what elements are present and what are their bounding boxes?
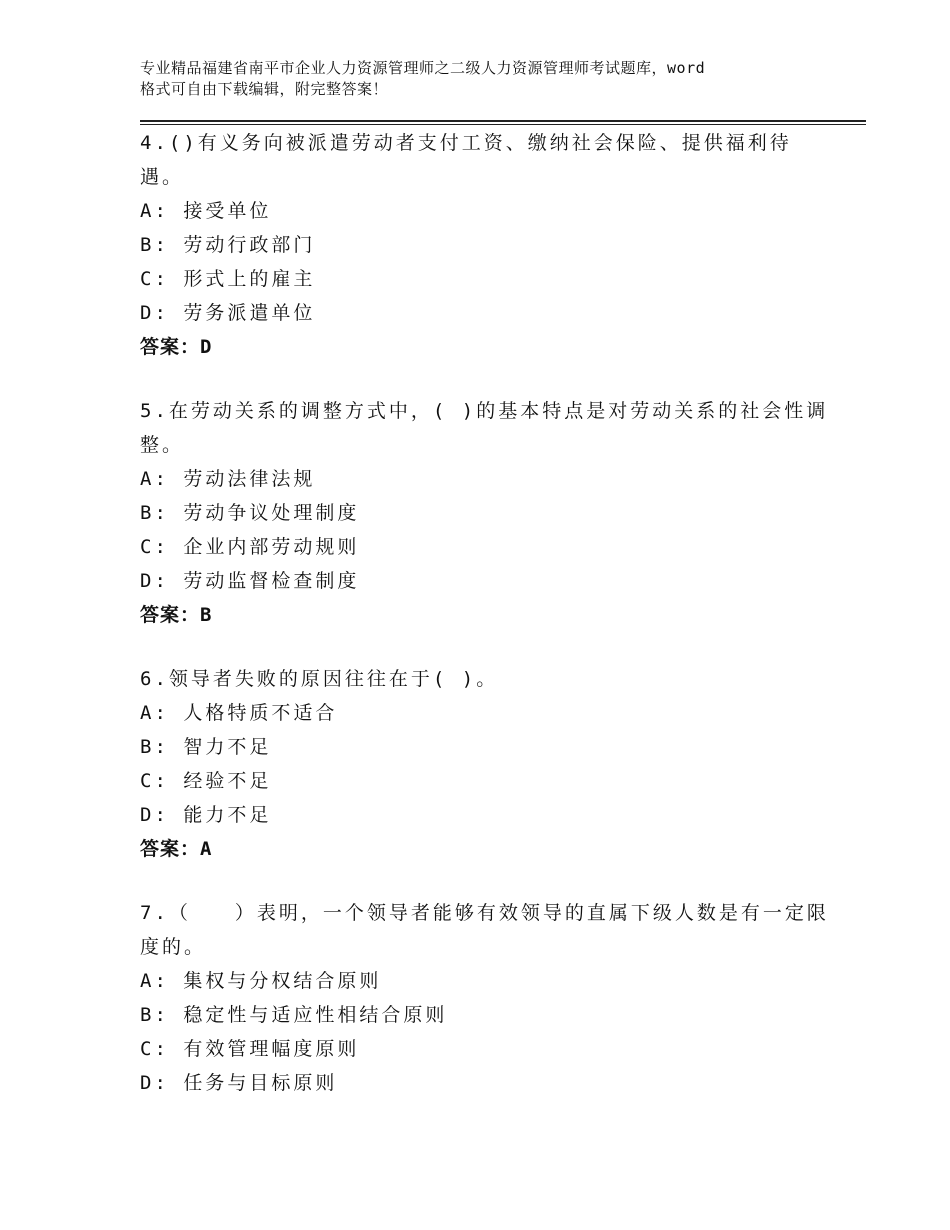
question-text: 6.领导者失败的原因往往在于( )。 xyxy=(140,668,499,690)
option-a: A: 劳动法律法规 xyxy=(140,468,316,490)
question-text: 5.在劳动关系的调整方式中，( )的基本特点是对劳动关系的社会性调整。 xyxy=(140,400,829,456)
option-d: D: 劳动监督检查制度 xyxy=(140,570,360,592)
header-line-1: 专业精品福建省南平市企业人力资源管理师之二级人力资源管理师考试题库，word xyxy=(140,59,706,77)
document-header xyxy=(140,58,840,100)
answer: 答案：D xyxy=(140,336,213,358)
option-c: C: 形式上的雇主 xyxy=(140,268,316,290)
option-b: B: 劳动行政部门 xyxy=(140,234,316,256)
header-line-2: 格式可自由下载编辑，附完整答案！ xyxy=(140,80,389,98)
question-text: 4.()有义务向被派遣劳动者支付工资、缴纳社会保险、提供福利待遇。 xyxy=(140,132,792,188)
question-7 xyxy=(140,896,830,1100)
option-a: A: 集权与分权结合原则 xyxy=(140,970,382,992)
option-b: B: 智力不足 xyxy=(140,736,272,758)
option-c: C: 企业内部劳动规则 xyxy=(140,536,360,558)
option-d: D: 能力不足 xyxy=(140,804,272,826)
option-c: C: 经验不足 xyxy=(140,770,272,792)
answer: 答案：B xyxy=(140,604,213,626)
option-b: B: 稳定性与适应性相结合原则 xyxy=(140,1004,448,1026)
answer: 答案：A xyxy=(140,838,213,860)
option-c: C: 有效管理幅度原则 xyxy=(140,1038,360,1060)
header-divider xyxy=(140,120,866,125)
question-5 xyxy=(140,394,830,632)
option-d: D: 劳务派遣单位 xyxy=(140,302,316,324)
option-a: A: 接受单位 xyxy=(140,200,272,222)
option-a: A: 人格特质不适合 xyxy=(140,702,338,724)
question-4 xyxy=(140,126,830,364)
question-list xyxy=(140,126,830,1130)
question-6 xyxy=(140,662,830,866)
option-d: D: 任务与目标原则 xyxy=(140,1072,338,1094)
option-b: B: 劳动争议处理制度 xyxy=(140,502,360,524)
question-text: 7.（ ）表明，一个领导者能够有效领导的直属下级人数是有一定限度的。 xyxy=(140,902,829,958)
